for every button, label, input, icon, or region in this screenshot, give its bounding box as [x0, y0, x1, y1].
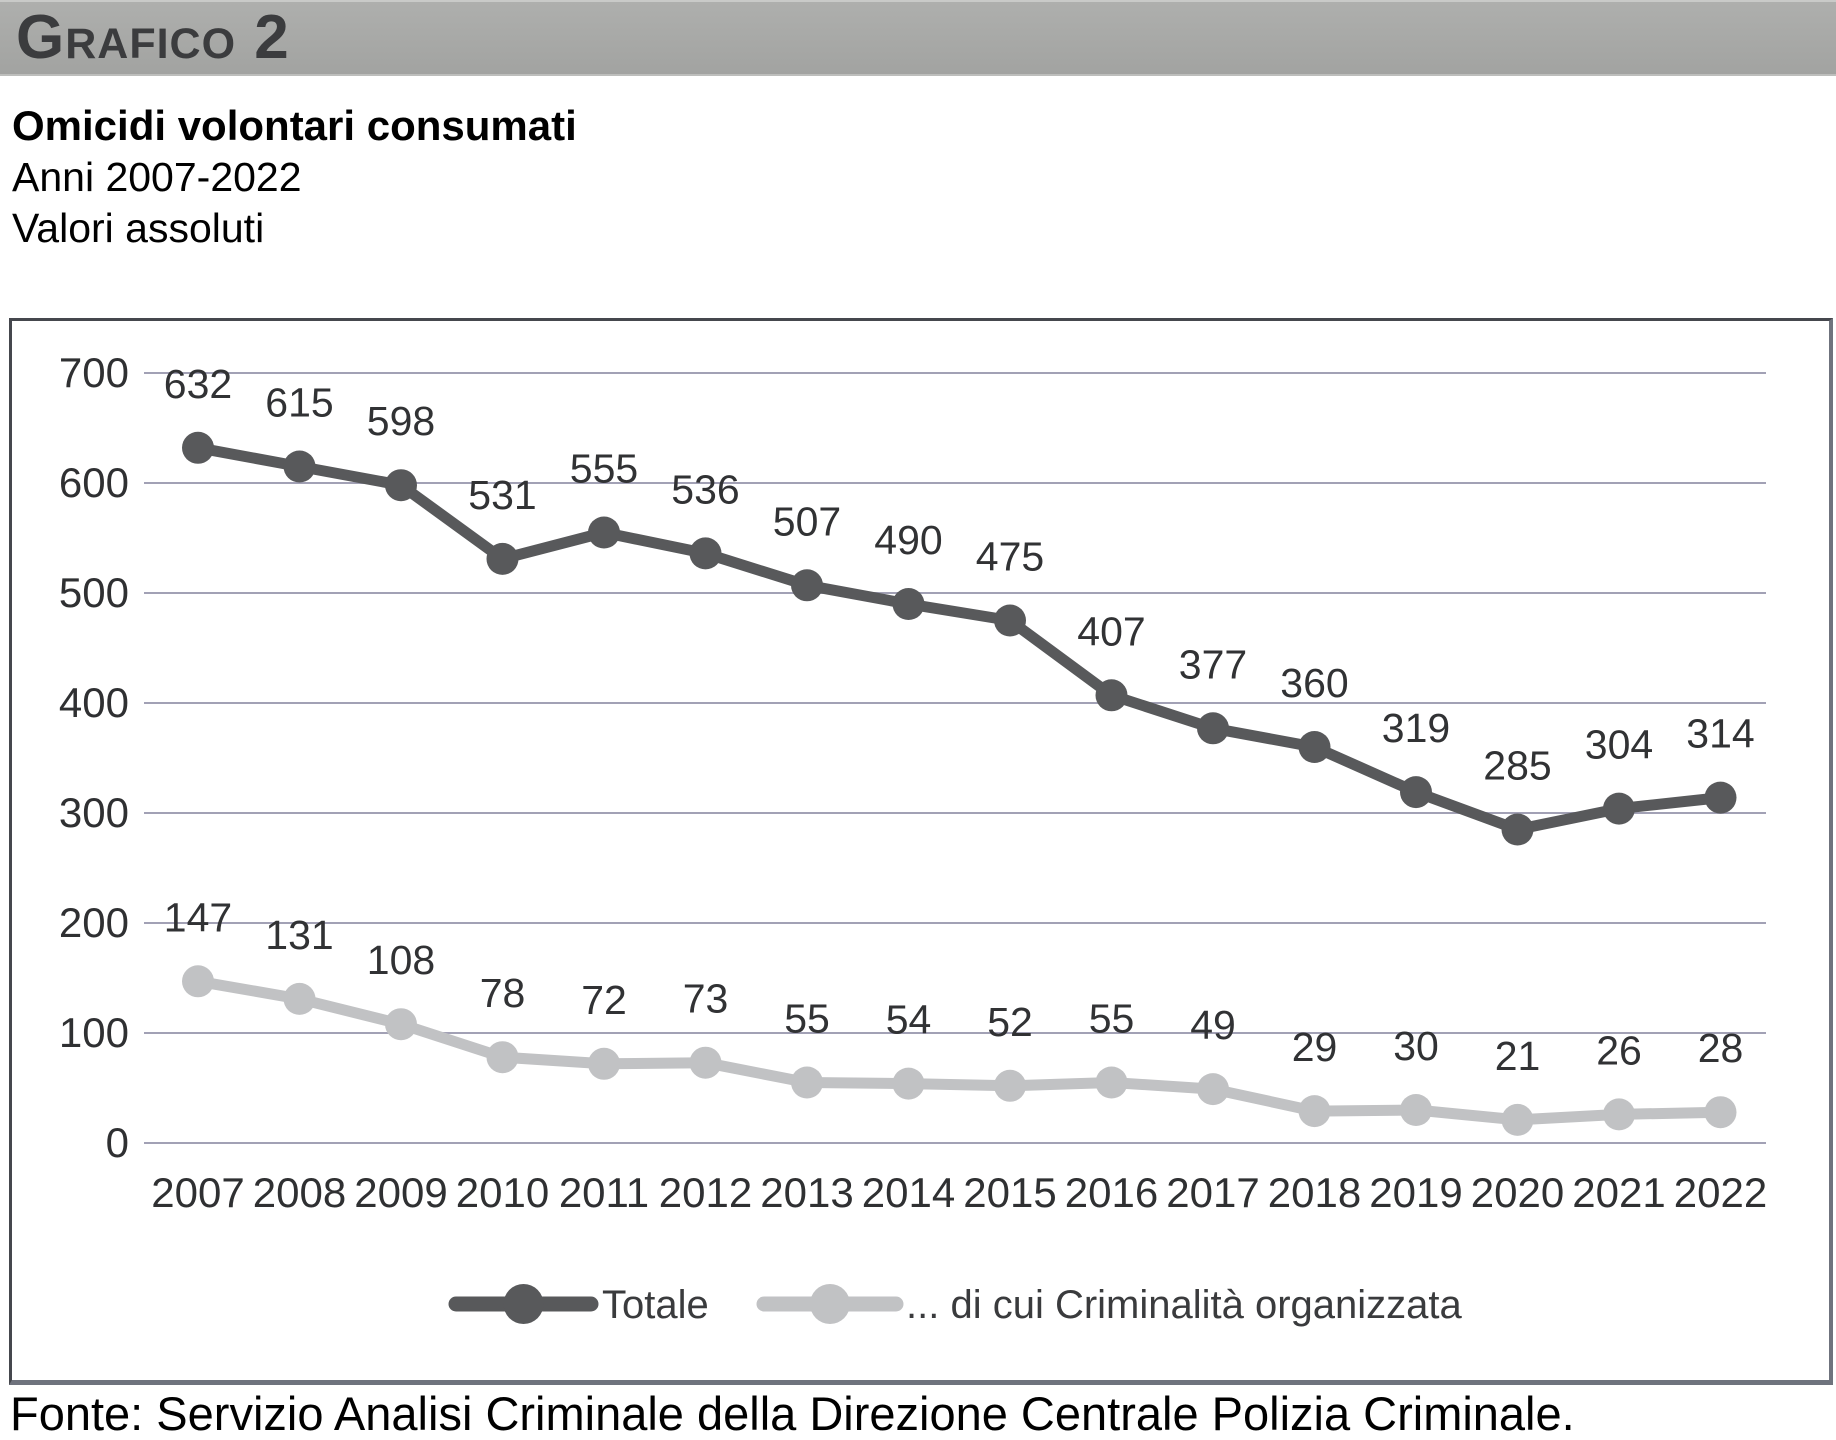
series-line-1	[198, 981, 1721, 1120]
chart-frame	[9, 318, 1833, 1385]
data-point	[487, 543, 519, 575]
x-tick-label: 2010	[455, 1169, 550, 1216]
x-tick-label: 2011	[558, 1169, 650, 1216]
data-label: 29	[1291, 1024, 1338, 1071]
data-point	[1502, 814, 1534, 846]
x-tick-label: 2013	[760, 1169, 854, 1216]
x-tick-label: 2008	[252, 1169, 347, 1216]
data-label: 54	[885, 996, 932, 1043]
data-label: 52	[987, 998, 1033, 1045]
data-point	[1502, 1104, 1534, 1136]
legend-label: Totale	[602, 1283, 709, 1327]
data-label: 507	[772, 498, 842, 545]
data-point	[588, 517, 620, 549]
data-label: 531	[468, 471, 537, 518]
data-label: 55	[1088, 995, 1135, 1042]
x-tick-label: 2014	[861, 1169, 956, 1216]
chart-subtitle-unit: Valori assoluti	[12, 205, 265, 251]
data-point	[1400, 776, 1432, 808]
data-point	[893, 588, 925, 620]
data-point	[284, 451, 316, 483]
y-tick-label: 700	[58, 349, 129, 396]
data-point	[1400, 1094, 1432, 1126]
data-point	[284, 983, 316, 1015]
data-point	[385, 469, 417, 501]
data-point	[1096, 679, 1128, 711]
data-label: 73	[682, 975, 729, 1022]
data-point	[1096, 1067, 1128, 1099]
x-tick-label: 2016	[1064, 1169, 1159, 1216]
data-label: 490	[874, 517, 943, 563]
legend-marker-swatch	[810, 1284, 850, 1324]
data-label: 131	[265, 911, 334, 958]
data-label: 555	[569, 445, 639, 492]
data-label: 21	[1494, 1032, 1541, 1079]
section-banner	[0, 0, 1836, 76]
y-tick-label: 200	[58, 899, 129, 946]
legend-label: ... di cui Criminalità organizzata	[906, 1283, 1462, 1327]
source-note: Fonte: Servizio Analisi Criminale della Direzione Centrale Polizia Criminale.	[10, 1387, 1575, 1440]
data-label: 615	[265, 379, 334, 426]
y-tick-label: 500	[58, 569, 129, 616]
data-label: 30	[1393, 1023, 1439, 1069]
y-tick-label: 300	[58, 789, 129, 836]
data-label: 78	[479, 970, 526, 1017]
data-point	[791, 569, 823, 601]
data-label: 536	[671, 466, 740, 513]
x-tick-label: 2018	[1267, 1169, 1362, 1216]
y-tick-label: 400	[58, 679, 129, 726]
x-tick-label: 2019	[1369, 1169, 1463, 1216]
data-point	[1299, 731, 1331, 763]
x-tick-label: 2017	[1166, 1169, 1260, 1216]
data-point	[182, 965, 214, 997]
data-point	[487, 1041, 519, 1073]
y-tick-label: 100	[58, 1009, 129, 1056]
x-tick-label: 2012	[658, 1169, 753, 1216]
section-banner-title: Grafico 2	[16, 3, 290, 72]
data-point	[690, 1047, 722, 1079]
data-label: 108	[366, 937, 436, 984]
data-label: 147	[163, 894, 233, 941]
data-label: 632	[163, 360, 233, 407]
legend-marker-swatch	[504, 1284, 544, 1324]
data-point	[791, 1067, 823, 1099]
data-point	[893, 1068, 925, 1100]
data-label: 360	[1280, 660, 1349, 706]
chart-title: Omicidi volontari consumati	[12, 102, 577, 149]
y-tick-label: 600	[58, 459, 129, 506]
data-label: 377	[1178, 641, 1248, 688]
data-point	[1197, 1073, 1229, 1105]
data-point	[1705, 1096, 1737, 1128]
data-label: 475	[975, 533, 1045, 580]
data-label: 72	[581, 976, 627, 1023]
data-point	[994, 1070, 1026, 1102]
x-tick-label: 2021	[1572, 1169, 1666, 1216]
data-label: 55	[784, 995, 830, 1042]
x-tick-label: 2022	[1673, 1169, 1768, 1216]
data-label: 28	[1697, 1025, 1744, 1072]
data-label: 598	[366, 398, 436, 445]
data-point	[1197, 712, 1229, 744]
line-chart	[12, 321, 1829, 1380]
chart-subtitle-years: Anni 2007-2022	[12, 154, 302, 200]
data-point	[588, 1048, 620, 1080]
data-label: 285	[1483, 742, 1552, 789]
data-label: 319	[1381, 705, 1451, 752]
chart-heading	[12, 100, 577, 254]
data-label: 26	[1596, 1027, 1642, 1074]
data-point	[1603, 793, 1635, 825]
y-tick-label: 0	[105, 1119, 129, 1166]
data-point	[385, 1008, 417, 1040]
data-point	[1603, 1098, 1635, 1130]
data-label: 304	[1584, 721, 1654, 768]
x-tick-label: 2009	[354, 1169, 448, 1216]
data-point	[182, 432, 214, 464]
data-label: 49	[1190, 1002, 1236, 1049]
data-point	[1299, 1095, 1331, 1127]
data-label: 407	[1077, 608, 1146, 655]
data-point	[1705, 782, 1737, 814]
data-label: 314	[1686, 710, 1755, 757]
x-tick-label: 2007	[151, 1169, 245, 1216]
x-tick-label: 2015	[963, 1169, 1057, 1216]
data-point	[994, 605, 1026, 637]
data-point	[690, 537, 722, 569]
x-tick-label: 2020	[1470, 1169, 1565, 1216]
